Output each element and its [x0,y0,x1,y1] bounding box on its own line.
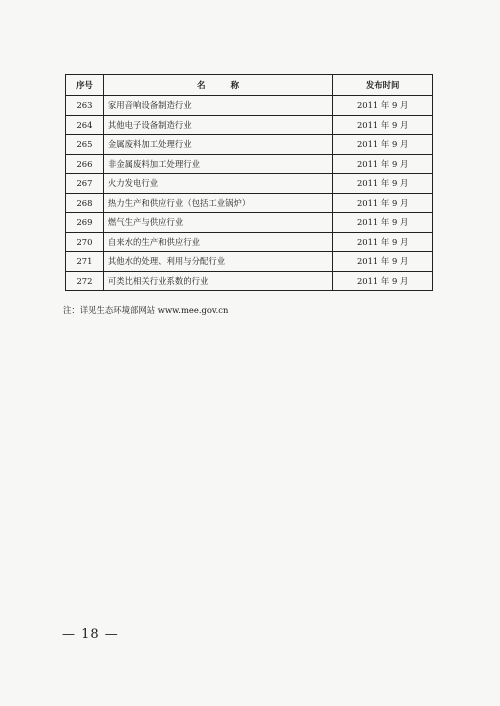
footnote: 注：详见生态环境部网站 www.mee.gov.cn [63,305,229,315]
table-row [66,252,433,272]
row-release-date: 2011 年 9 月 [333,232,433,252]
table-row [66,96,433,116]
row-release-date: 2011 年 9 月 [333,213,433,233]
row-industry-name: 可类比相关行业系数的行业 [103,271,332,291]
row-release-date: 2011 年 9 月 [333,96,433,116]
row-number: 268 [66,193,104,213]
row-industry-name: 自来水的生产和供应行业 [103,232,332,252]
table-header-row [66,75,433,96]
row-number: 270 [66,232,104,252]
table-row [66,271,433,291]
row-number: 263 [66,96,104,116]
row-number: 265 [66,135,104,155]
row-industry-name: 非金属废料加工处理行业 [103,154,332,174]
header-release-date: 发布时间 [333,75,433,96]
row-industry-name: 热力生产和供应行业（包括工业锅炉） [103,193,332,213]
table-body [66,96,433,291]
row-release-date: 2011 年 9 月 [333,115,433,135]
row-industry-name: 火力发电行业 [103,174,332,194]
table-row [66,154,433,174]
row-release-date: 2011 年 9 月 [333,252,433,272]
header-name: 名 称 [103,75,332,96]
page-number: — 18 — [62,627,119,642]
row-release-date: 2011 年 9 月 [333,271,433,291]
table-row [66,115,433,135]
table-row [66,232,433,252]
table-row [66,213,433,233]
row-release-date: 2011 年 9 月 [333,154,433,174]
row-number: 264 [66,115,104,135]
row-number: 266 [66,154,104,174]
table-row [66,174,433,194]
row-release-date: 2011 年 9 月 [333,174,433,194]
row-industry-name: 燃气生产与供应行业 [103,213,332,233]
row-number: 269 [66,213,104,233]
industry-table [65,74,433,291]
row-number: 271 [66,252,104,272]
table-row [66,193,433,213]
row-industry-name: 其他电子设备制造行业 [103,115,332,135]
header-serial-number: 序号 [66,75,104,96]
row-number: 267 [66,174,104,194]
row-industry-name: 金属废料加工处理行业 [103,135,332,155]
table-row [66,135,433,155]
row-release-date: 2011 年 9 月 [333,193,433,213]
row-industry-name: 其他水的处理、利用与分配行业 [103,252,332,272]
row-release-date: 2011 年 9 月 [333,135,433,155]
row-number: 272 [66,271,104,291]
row-industry-name: 家用音响设备制造行业 [103,96,332,116]
